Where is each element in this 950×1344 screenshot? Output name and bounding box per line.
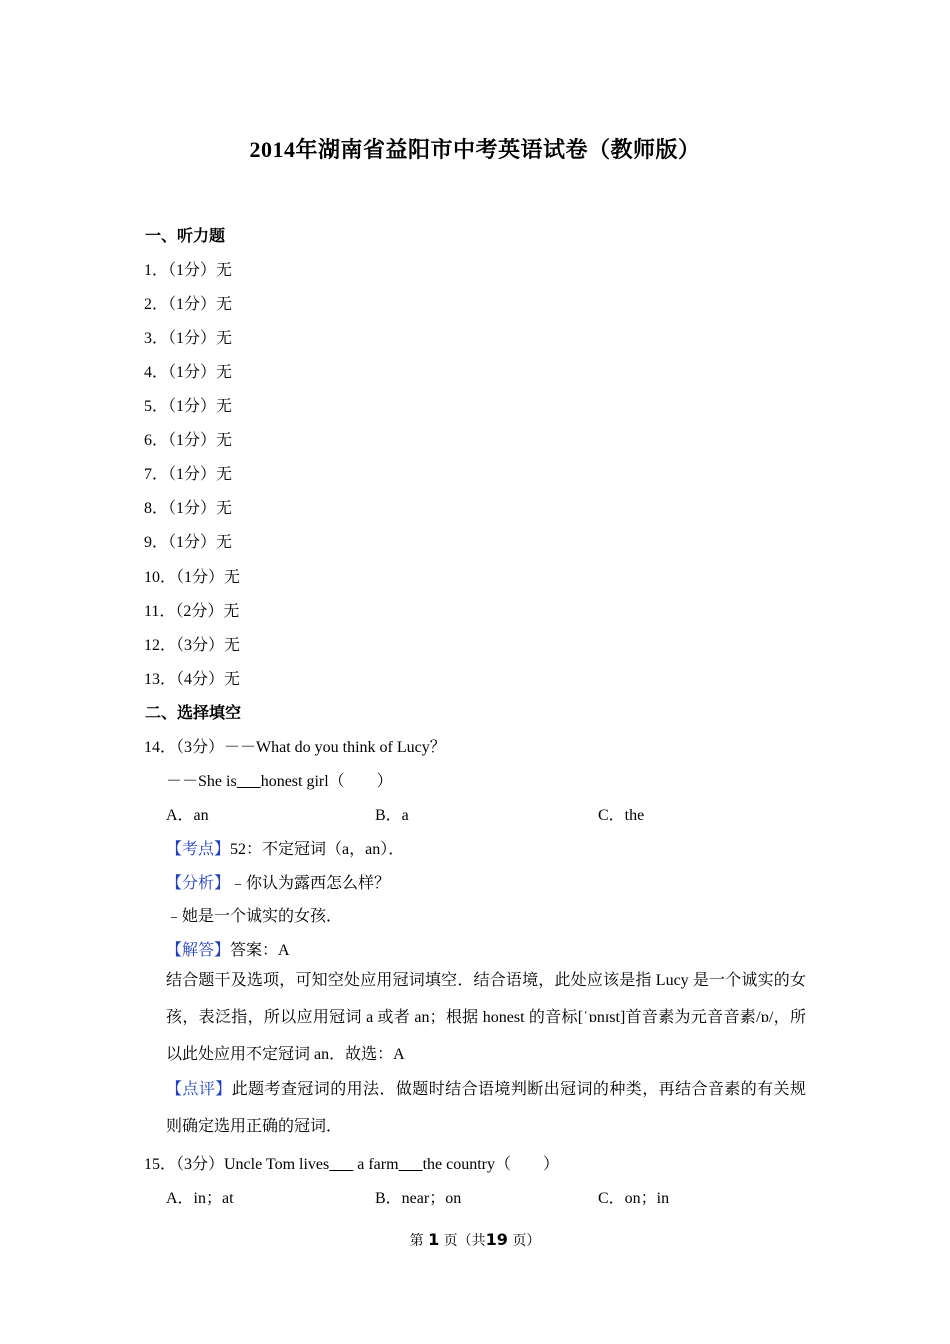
q14-option-b: B．a [375, 807, 409, 824]
q14-sentence [166, 768, 393, 791]
page-title: 2014年湖南省益阳市中考英语试卷（教师版） [249, 137, 701, 162]
q15-option-a: A．in；at [166, 1190, 234, 1207]
listening-item-12: 12．（3分）无 [144, 637, 241, 654]
section-heading-listening: 一、听力题 [145, 228, 226, 245]
listening-item-7: 7．（1分）无 [144, 466, 233, 483]
listening-item-4: 4．（1分）无 [144, 364, 233, 381]
footer-total-pages: 19 [485, 1230, 508, 1249]
q15-stem-mid: a farm [353, 1156, 399, 1173]
dianping-tag: 【点评】 [166, 1081, 232, 1098]
footer-suffix: 页） [512, 1233, 541, 1249]
q15-stem-start: 15．（3分）Uncle Tom lives [144, 1156, 330, 1173]
q14-explanation: 结合题干及选项，可知空处应用冠词填空．结合语境，此处应该是指 Lucy 是一个诚实的女孩，表泛指，所以应用冠词 a 或者 an；根据 honest 的音标[ˈɒnɪst]首音素为元音音素/ɒ/，所以此处应用不定冠词 an．故选：A [166, 972, 806, 1063]
listening-item-11: 11．（2分）无 [144, 603, 240, 620]
q14-stem: 14．（3分）－－What do you think of Lucy？ [144, 739, 446, 756]
q14-option-a: A．an [166, 807, 209, 824]
jieda-text: 答案：A [230, 942, 290, 959]
listening-item-6: 6．（1分）无 [144, 432, 233, 449]
q15-option-c: C．on；in [598, 1190, 670, 1207]
kaodian-tag: 【考点】 [166, 841, 231, 858]
q14-fenxi [166, 870, 390, 893]
kaodian-text: 52：不定冠词（a，an）． [230, 841, 405, 858]
listening-item-2: 2．（1分）无 [144, 296, 233, 313]
q14-fenxi-line2: ﹣她是一个诚实的女孩． [166, 908, 343, 925]
listening-item-1: 1．（1分）无 [144, 262, 233, 279]
q14-sentence-start: －－She is [166, 773, 237, 790]
q14-blank [237, 773, 261, 790]
q15-stem-end: the country（ ） [422, 1156, 559, 1173]
dianping-text: 此题考查冠词的用法．做题时结合语境判断出冠词的种类，再结合音素的有关规则确定选用正确的冠词． [166, 1081, 806, 1135]
footer-page-number: 1 [428, 1230, 440, 1249]
q15-blank-2 [399, 1156, 423, 1173]
listening-item-13: 13．（4分）无 [144, 671, 241, 688]
listening-item-3: 3．（1分）无 [144, 330, 233, 347]
listening-item-5: 5．（1分）无 [144, 398, 233, 415]
q14-kaodian [166, 836, 404, 859]
q14-option-c: C．the [598, 807, 645, 824]
listening-item-10: 10．（1分）无 [144, 569, 241, 586]
fenxi-text: ﹣你认为露西怎么样？ [230, 875, 391, 892]
page-footer [0, 1230, 950, 1250]
jieda-tag: 【解答】 [166, 942, 231, 959]
q14-jieda [166, 937, 290, 960]
section-heading-choice: 二、选择填空 [145, 705, 242, 722]
q15-blank-1 [329, 1156, 353, 1173]
fenxi-tag: 【分析】 [166, 875, 231, 892]
listening-item-9: 9．（1分）无 [144, 534, 233, 551]
q14-dianping [166, 1071, 806, 1145]
listening-item-8: 8．（1分）无 [144, 500, 233, 517]
q15-option-b: B．near；on [375, 1190, 462, 1207]
q15-stem [144, 1151, 559, 1174]
q14-sentence-end: honest girl（ ） [260, 773, 393, 790]
footer-prefix: 第 [409, 1233, 424, 1249]
footer-mid: 页（共 [443, 1233, 486, 1249]
